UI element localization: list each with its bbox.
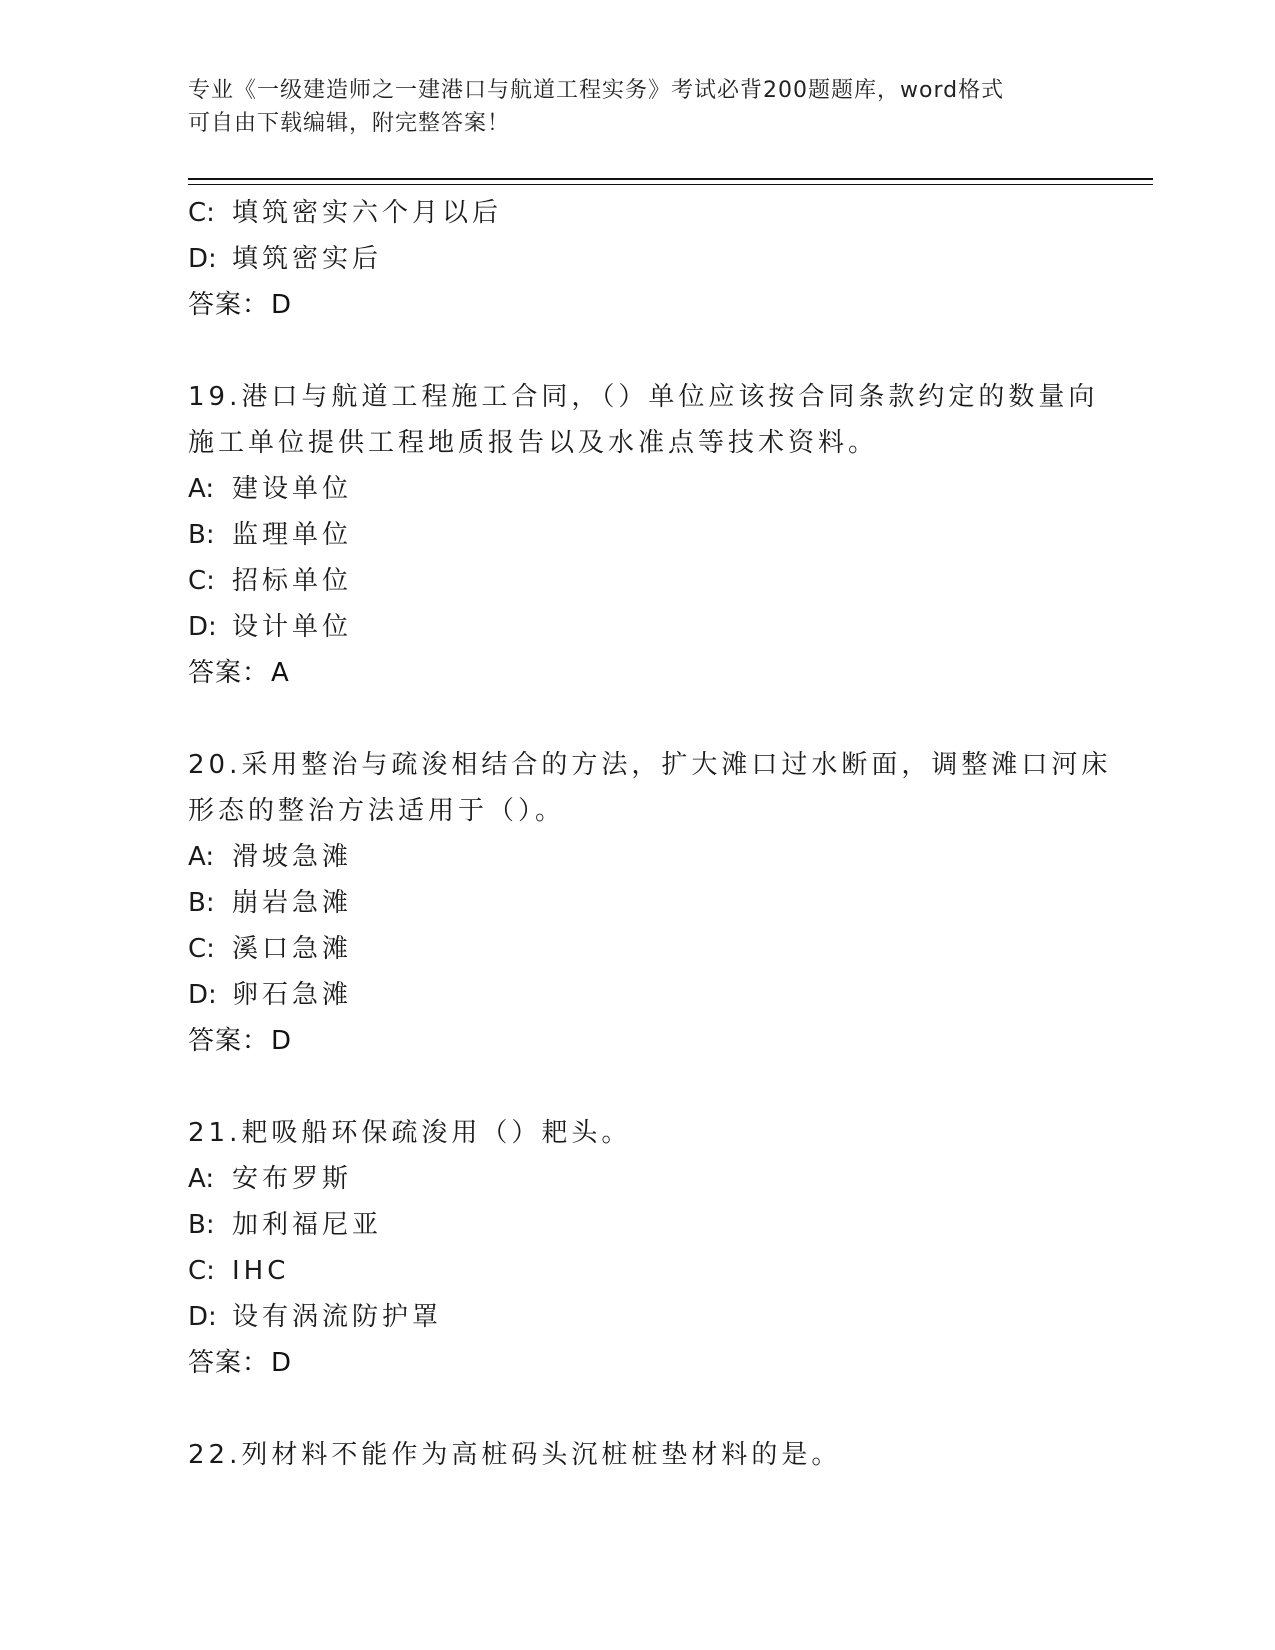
option-key: D: <box>188 244 217 274</box>
option-b <box>188 880 1088 926</box>
option-key: D: <box>188 980 217 1010</box>
option-key: B: <box>188 888 215 918</box>
question-stem-line: 施工单位提供工程地质报告以及水准点等技术资料。 <box>188 428 879 458</box>
question-18-continued <box>188 190 1088 328</box>
option-text: 卵石急滩 <box>232 980 353 1010</box>
option-text: 设计单位 <box>232 612 353 642</box>
spacer <box>188 1064 1088 1110</box>
option-c <box>188 926 1088 972</box>
question-stem-line: 21.耙吸船环保疏浚用（）耙头。 <box>188 1118 632 1148</box>
answer-value: D <box>271 290 293 320</box>
option-b <box>188 512 1088 558</box>
option-text: 监理单位 <box>232 520 353 550</box>
option-b <box>188 1202 1088 1248</box>
answer-value: D <box>271 1026 293 1056</box>
spacer <box>188 696 1088 742</box>
option-key: C: <box>188 566 215 596</box>
answer-line <box>188 1018 1088 1064</box>
question-stem-line: 19.港口与航道工程施工合同，（）单位应该按合同条款约定的数量向 <box>188 382 1099 412</box>
question-21 <box>188 1110 1088 1386</box>
option-text: 溪口急滩 <box>232 934 353 964</box>
option-text: 滑坡急滩 <box>232 842 353 872</box>
header-title-line-1: 专业《一级建造师之一建港口与航道工程实务》考试必背200题题库，word格式 <box>188 78 1005 103</box>
option-a <box>188 1156 1088 1202</box>
option-key: C: <box>188 198 215 228</box>
option-c <box>188 190 1088 236</box>
option-text: 填筑密实六个月以后 <box>232 198 503 228</box>
answer-label: 答案： <box>188 658 270 688</box>
option-key: B: <box>188 1210 215 1240</box>
question-stem-line: 形态的整治方法适用于（）。 <box>188 796 566 826</box>
option-key: A: <box>188 474 215 504</box>
answer-line <box>188 1340 1088 1386</box>
spacer <box>188 328 1088 374</box>
answer-line <box>188 282 1088 328</box>
option-text: IHC <box>232 1256 290 1286</box>
option-key: C: <box>188 934 215 964</box>
question-22 <box>188 1432 1088 1478</box>
option-key: D: <box>188 1302 217 1332</box>
answer-label: 答案： <box>188 1026 270 1056</box>
option-c <box>188 558 1088 604</box>
option-text: 填筑密实后 <box>232 244 383 274</box>
option-text: 加利福尼亚 <box>232 1210 383 1240</box>
option-text: 崩岩急滩 <box>232 888 353 918</box>
spacer <box>188 1386 1088 1432</box>
option-text: 招标单位 <box>232 566 353 596</box>
answer-value: D <box>271 1348 293 1378</box>
header-divider-thick <box>188 178 1153 180</box>
answer-line <box>188 650 1088 696</box>
answer-label: 答案： <box>188 1348 270 1378</box>
option-text: 建设单位 <box>232 474 353 504</box>
option-text: 设有涡流防护罩 <box>232 1302 443 1332</box>
answer-value: A <box>271 658 290 688</box>
option-d <box>188 972 1088 1018</box>
option-key: D: <box>188 612 217 642</box>
option-key: A: <box>188 842 215 872</box>
option-a <box>188 466 1088 512</box>
option-key: C: <box>188 1256 215 1286</box>
option-d <box>188 1294 1088 1340</box>
question-stem-line: 20.采用整治与疏浚相结合的方法，扩大滩口过水断面，调整滩口河床 <box>188 750 1112 780</box>
question-20 <box>188 742 1112 1064</box>
option-key: A: <box>188 1164 215 1194</box>
option-d <box>188 604 1088 650</box>
question-stem-line: 22.列材料不能作为高桩码头沉桩桩垫材料的是。 <box>188 1440 842 1470</box>
answer-label: 答案： <box>188 290 270 320</box>
question-19 <box>188 374 1099 696</box>
question-list <box>188 190 1112 1478</box>
option-key: B: <box>188 520 215 550</box>
document-header <box>188 74 1088 140</box>
option-text: 安布罗斯 <box>232 1164 353 1194</box>
option-d <box>188 236 1088 282</box>
option-c <box>188 1248 1088 1294</box>
header-divider-thin <box>188 184 1153 185</box>
header-title-line-2: 可自由下载编辑，附完整答案！ <box>188 111 511 136</box>
option-a <box>188 834 1088 880</box>
